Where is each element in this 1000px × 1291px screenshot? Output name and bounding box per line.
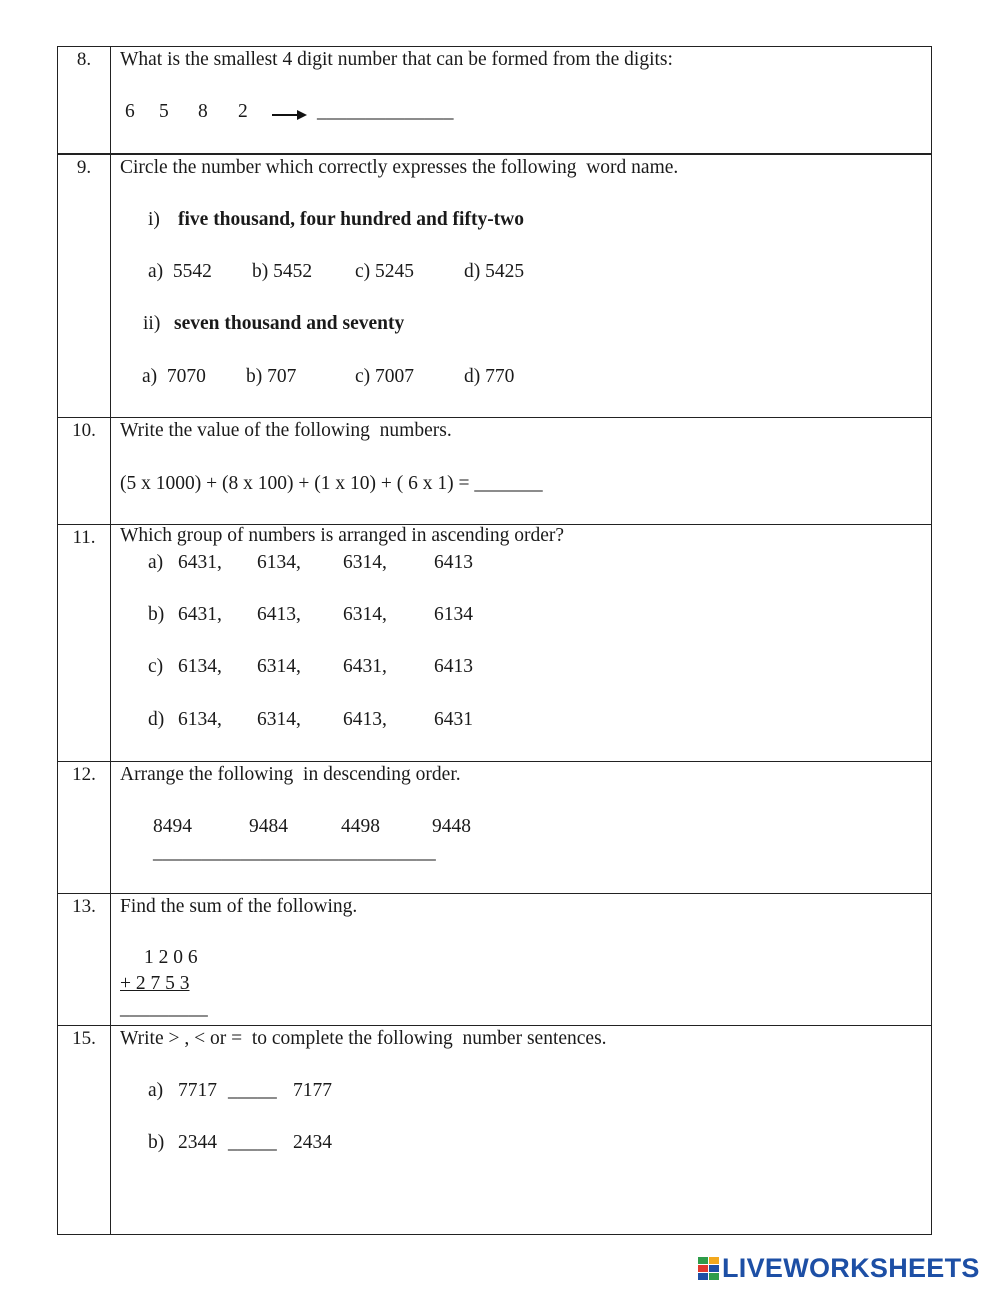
option-value: 6431, bbox=[343, 656, 387, 677]
question-prompt: Arrange the following in descending order. bbox=[120, 764, 461, 785]
option-value: 6314, bbox=[343, 604, 387, 625]
addend: 1 2 0 6 bbox=[144, 947, 198, 968]
option-value: 6413 bbox=[434, 552, 473, 573]
question-prompt: Write the value of the following numbers. bbox=[120, 420, 452, 441]
option-label[interactable]: d) bbox=[148, 709, 165, 730]
answer-blank[interactable]: ______________ bbox=[317, 101, 454, 122]
digit: 5 bbox=[159, 101, 169, 122]
number-value: 9448 bbox=[432, 816, 471, 837]
option-value: 6134 bbox=[434, 604, 473, 625]
expression[interactable]: (5 x 1000) + (8 x 100) + (1 x 10) + ( 6 x 1) = _______ bbox=[120, 473, 543, 494]
option[interactable]: c) 7007 bbox=[355, 366, 415, 387]
digit: 6 bbox=[125, 101, 135, 122]
question-row-15 bbox=[58, 1025, 931, 1237]
liveworksheets-logo-icon bbox=[698, 1257, 720, 1281]
answer-blank[interactable]: _________ bbox=[120, 998, 208, 1019]
word-name: five thousand, four hundred and fifty-two bbox=[178, 209, 525, 230]
question-row-11 bbox=[58, 524, 931, 762]
question-row-12 bbox=[58, 761, 931, 894]
digit: 2 bbox=[238, 101, 248, 122]
question-number: 11. bbox=[72, 527, 96, 548]
question-prompt: Which group of numbers is arranged in ascending order? bbox=[120, 525, 565, 546]
option-value: 6413, bbox=[257, 604, 301, 625]
question-prompt: Write > , < or = to complete the following number sentences. bbox=[120, 1028, 607, 1049]
option-value: 6134, bbox=[178, 656, 222, 677]
option-value: 6314, bbox=[343, 552, 387, 573]
question-prompt: What is the smallest 4 digit number that can be formed from the digits: bbox=[120, 49, 673, 70]
option[interactable]: d) 5425 bbox=[464, 261, 525, 282]
comparison-blank[interactable]: _____ bbox=[228, 1132, 277, 1153]
option[interactable]: b) 707 bbox=[246, 366, 297, 387]
part-label: ii) bbox=[143, 313, 161, 334]
right-number: 2434 bbox=[293, 1132, 332, 1153]
right-number: 7177 bbox=[293, 1080, 332, 1101]
number-value: 4498 bbox=[341, 816, 380, 837]
question-number: 13. bbox=[72, 896, 96, 917]
question-row-10 bbox=[58, 417, 931, 525]
option-value: 6134, bbox=[178, 709, 222, 730]
question-prompt: Circle the number which correctly expresses the following word name. bbox=[120, 157, 679, 178]
question-prompt: Find the sum of the following. bbox=[120, 896, 358, 917]
question-number: 12. bbox=[72, 764, 96, 785]
question-number: 15. bbox=[72, 1028, 96, 1049]
option-value: 6431 bbox=[434, 709, 473, 730]
digit: 8 bbox=[198, 101, 208, 122]
worksheet-table bbox=[57, 46, 932, 1235]
question-number: 10. bbox=[72, 420, 96, 441]
option-label[interactable]: a) bbox=[148, 552, 164, 573]
brand-name: LIVEWORKSHEETS bbox=[722, 1253, 980, 1283]
option-value: 6314, bbox=[257, 656, 301, 677]
left-number: 7717 bbox=[178, 1080, 217, 1101]
option-label[interactable]: c) bbox=[148, 656, 164, 677]
right-arrow-icon bbox=[272, 108, 308, 122]
option[interactable]: c) 5245 bbox=[355, 261, 415, 282]
option[interactable]: a) 5542 bbox=[148, 261, 212, 282]
option[interactable]: a) 7070 bbox=[142, 366, 206, 387]
option-value: 6413 bbox=[434, 656, 473, 677]
option-value: 6431, bbox=[178, 604, 222, 625]
question-number: 9. bbox=[76, 157, 92, 178]
option-value: 6413, bbox=[343, 709, 387, 730]
item-label: b) bbox=[148, 1132, 165, 1153]
option-value: 6431, bbox=[178, 552, 222, 573]
left-number: 2344 bbox=[178, 1132, 217, 1153]
question-number: 8. bbox=[76, 49, 92, 70]
part-label: i) bbox=[148, 209, 160, 230]
item-label: a) bbox=[148, 1080, 164, 1101]
number-value: 9484 bbox=[249, 816, 288, 837]
question-row-8 bbox=[58, 47, 931, 153]
number-value: 8494 bbox=[153, 816, 192, 837]
word-name: seven thousand and seventy bbox=[174, 313, 405, 334]
addend: + 2 7 5 3 bbox=[120, 973, 190, 994]
comparison-blank[interactable]: _____ bbox=[228, 1080, 277, 1101]
footer-brand bbox=[698, 1255, 998, 1285]
option[interactable]: b) 5452 bbox=[252, 261, 313, 282]
option[interactable]: d) 770 bbox=[464, 366, 515, 387]
option-value: 6134, bbox=[257, 552, 301, 573]
option-label[interactable]: b) bbox=[148, 604, 165, 625]
option-value: 6314, bbox=[257, 709, 301, 730]
answer-blank[interactable]: _____________________________ bbox=[153, 842, 436, 863]
question-row-13 bbox=[58, 893, 931, 1026]
question-row-9 bbox=[58, 153, 931, 419]
